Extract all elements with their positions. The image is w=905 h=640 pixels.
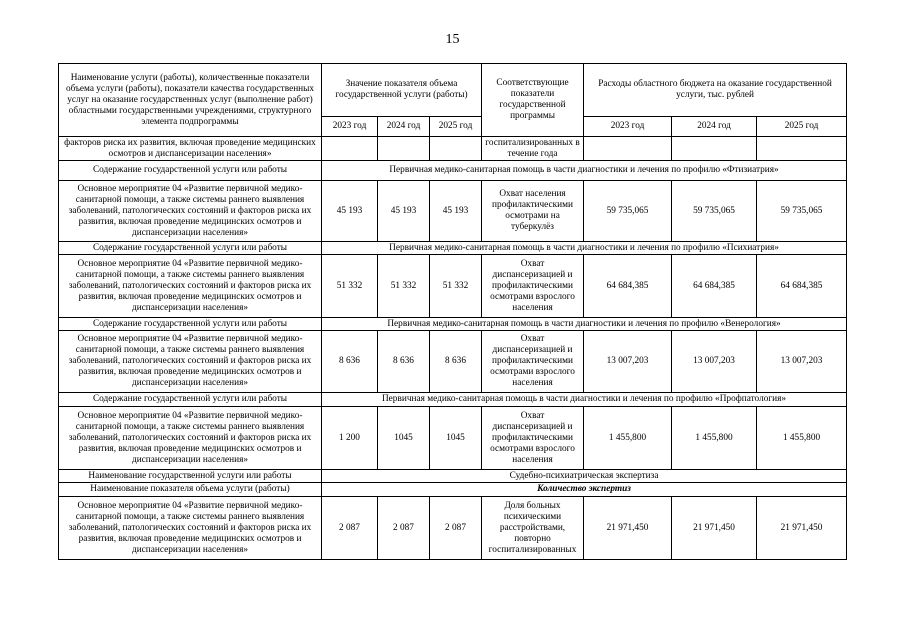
page-number: 15 <box>445 32 460 47</box>
value-cell: 8 636 <box>378 331 430 393</box>
year-cell: 2025 год <box>757 117 847 137</box>
header-volume-cell: Значение показателя объема государственной услуги (работы) <box>322 64 482 117</box>
section-title-row <box>59 393 847 407</box>
value-cell: 51 332 <box>378 255 430 318</box>
expense-cell: 21 971,450 <box>757 497 847 560</box>
value-cell: 51 332 <box>430 255 482 318</box>
expense-cell: 59 735,065 <box>757 181 847 242</box>
indicator-cell: Охват населения профилактическими осмотрами на туберкулёз <box>482 181 584 242</box>
section-title-row <box>59 161 847 181</box>
value-cell: 8 636 <box>430 331 482 393</box>
service-name-label: Наименование государственной услуги или работы <box>59 470 322 483</box>
section-title-cell: Первичная медико-санитарная помощь в части диагностики и лечения по профилю «Венерология» <box>322 318 847 331</box>
section-title-row <box>59 318 847 331</box>
value-cell: 45 193 <box>378 181 430 242</box>
indicator-cell: Доля больных психическими расстройствами, повторно госпитализированных <box>482 497 584 560</box>
value-cell: 51 332 <box>322 255 378 318</box>
value-cell: 1045 <box>378 407 430 470</box>
table-row <box>59 497 847 560</box>
year-cell: 2025 год <box>430 117 482 137</box>
content-label-cell: Содержание государственной услуги или работы <box>59 318 322 331</box>
section-title-row <box>59 242 847 255</box>
table-row <box>59 407 847 470</box>
section-title-cell: Первичная медико-санитарная помощь в части диагностики и лечения по профилю «Фтизиатрия» <box>322 161 847 181</box>
name-cell: Основное мероприятие 04 «Развитие первичной медико-санитарной помощи, а также системы раннего выявления заболеваний, патологических состояний и факторов риска их развития, включая проведение медицинских осмотров и диспансеризации населения» <box>59 181 322 242</box>
expense-cell: 21 971,450 <box>584 497 672 560</box>
year-cell: 2024 год <box>378 117 430 137</box>
value-cell: 45 193 <box>430 181 482 242</box>
indicator-name-label: Наименование показателя объема услуги (работы) <box>59 483 322 497</box>
value-cell: 1 200 <box>322 407 378 470</box>
header-name-cell: Наименование услуги (работы), количественные показатели объема услуги (работы), показатели качества государственных услуг на оказание государственных услуг (выполнение работ) областными государственными учреждениями, структурного элемента подпрограммы <box>59 64 322 137</box>
indicator-name-value: Количество экспертиз <box>322 483 847 497</box>
expense-cell: 1 455,800 <box>584 407 672 470</box>
expense-cell: 64 684,385 <box>584 255 672 318</box>
section-title-cell: Первичная медико-санитарная помощь в части диагностики и лечения по профилю «Профпатология» <box>322 393 847 407</box>
table-row <box>59 255 847 318</box>
value-cell: 45 193 <box>322 181 378 242</box>
table-row <box>59 137 847 161</box>
service-name-row <box>59 470 847 483</box>
indicator-name-row <box>59 483 847 497</box>
value-cell: 8 636 <box>322 331 378 393</box>
name-cell: факторов риска их развития, включая проведение медицинских осмотров и диспансеризации населения» <box>59 137 322 161</box>
expense-cell: 13 007,203 <box>584 331 672 393</box>
value-cell: 2 087 <box>322 497 378 560</box>
indicator-cell: Охват диспансеризацией и профилактическими осмотрами взрослого населения <box>482 407 584 470</box>
expense-cell: 13 007,203 <box>672 331 757 393</box>
name-cell: Основное мероприятие 04 «Развитие первичной медико-санитарной помощи, а также системы раннего выявления заболеваний, патологических состояний и факторов риска их развития, включая проведение медицинских осмотров и диспансеризации населения» <box>59 331 322 393</box>
year-cell: 2024 год <box>672 117 757 137</box>
table-row <box>59 331 847 393</box>
header-expenses-cell: Расходы областного бюджета на оказание государственной услуги, тыс. рублей <box>584 64 847 117</box>
indicator-cell: Охват диспансеризацией и профилактическими осмотрами взрослого населения <box>482 331 584 393</box>
value-cell: 2 087 <box>378 497 430 560</box>
expense-cell: 64 684,385 <box>672 255 757 318</box>
table-row <box>59 181 847 242</box>
content-label-cell: Содержание государственной услуги или работы <box>59 242 322 255</box>
name-cell: Основное мероприятие 04 «Развитие первичной медико-санитарной помощи, а также системы раннего выявления заболеваний, патологических состояний и факторов риска их развития, включая проведение медицинских осмотров и диспансеризации населения» <box>59 497 322 560</box>
budget-table <box>58 63 847 560</box>
expense-cell: 13 007,203 <box>757 331 847 393</box>
expense-cell: 1 455,800 <box>757 407 847 470</box>
indicator-cell: Охват диспансеризацией и профилактическими осмотрами взрослого населения <box>482 255 584 318</box>
content-label-cell: Содержание государственной услуги или работы <box>59 393 322 407</box>
year-cell: 2023 год <box>322 117 378 137</box>
header-row <box>59 64 847 117</box>
value-cell: 1045 <box>430 407 482 470</box>
year-cell: 2023 год <box>584 117 672 137</box>
name-cell: Основное мероприятие 04 «Развитие первичной медико-санитарной помощи, а также системы раннего выявления заболеваний, патологических состояний и факторов риска их развития, включая проведение медицинских осмотров и диспансеризации населения» <box>59 255 322 318</box>
name-cell: Основное мероприятие 04 «Развитие первичной медико-санитарной помощи, а также системы раннего выявления заболеваний, патологических состояний и факторов риска их развития, включая проведение медицинских осмотров и диспансеризации населения» <box>59 407 322 470</box>
expense-cell: 64 684,385 <box>757 255 847 318</box>
section-title-cell: Первичная медико-санитарная помощь в части диагностики и лечения по профилю «Психиатрия» <box>322 242 847 255</box>
expense-cell: 59 735,065 <box>672 181 757 242</box>
value-cell: 2 087 <box>430 497 482 560</box>
expense-cell: 1 455,800 <box>672 407 757 470</box>
indicator-cell: госпитализированных в течение года <box>482 137 584 161</box>
service-name-value: Судебно-психиатрическая экспертиза <box>322 470 847 483</box>
expense-cell: 21 971,450 <box>672 497 757 560</box>
header-indicators-cell: Соответствующие показатели государственной программы <box>482 64 584 137</box>
expense-cell: 59 735,065 <box>584 181 672 242</box>
content-label-cell: Содержание государственной услуги или работы <box>59 161 322 181</box>
